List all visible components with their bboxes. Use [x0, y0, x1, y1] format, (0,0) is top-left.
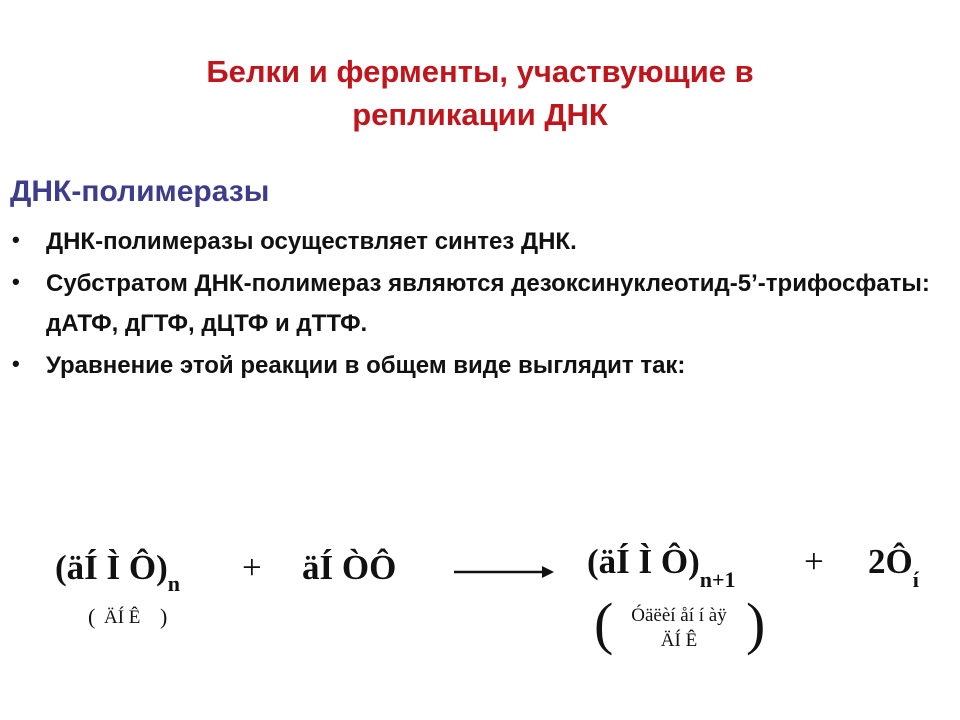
- equation-plus-1: +: [242, 548, 262, 587]
- bullet-dot-icon: •: [12, 351, 20, 376]
- left-note: ÄÍ Ê: [104, 607, 141, 628]
- right-note-open-paren: (: [594, 591, 614, 656]
- equation-left-subscript: n: [167, 571, 181, 596]
- right-note-close-paren: ): [746, 591, 766, 656]
- title-line-1: Белки и ферменты, участвующие в: [206, 54, 754, 89]
- left-note-open-paren: (: [88, 604, 96, 629]
- equation-substrate: äÍ ÒÔ: [302, 548, 397, 587]
- title-line-2: репликации ДНК: [352, 97, 608, 132]
- right-note-line-1: Óäëèí åí í àÿ: [631, 605, 727, 626]
- equation-left-term-text: (äÍ Ì Ô): [55, 548, 168, 587]
- bullet-item: [10, 346, 940, 386]
- bullet-item: [10, 264, 940, 344]
- equation-product-subscript: í: [912, 567, 919, 592]
- bullet-dot-icon: •: [12, 227, 20, 252]
- bullet-item: [10, 222, 940, 262]
- equation-plus-2: +: [804, 542, 824, 581]
- equation-right-term: [587, 542, 736, 592]
- bullet-text: ДНК-полимеразы осуществляет синтез ДНК.: [46, 228, 577, 255]
- section-heading: ДНК-полимеразы: [10, 175, 270, 208]
- reaction-arrow-icon: [452, 560, 556, 584]
- equation-product: [868, 542, 919, 592]
- equation-right-term-text: (äÍ Ì Ô): [587, 542, 700, 581]
- equation-product-text: 2Ô: [868, 542, 913, 581]
- slide-title: [80, 50, 880, 136]
- bullet-text: Уравнение этой реакции в общем виде выглядит так:: [46, 352, 686, 379]
- left-note-close-paren: ): [160, 604, 168, 629]
- bullet-text: Субстратом ДНК-полимераз являются дезоксинуклеотид-5’-трифосфаты: дАТФ, дГТФ, дЦТФ и дТТФ.: [46, 270, 930, 337]
- bullet-dot-icon: •: [12, 269, 20, 294]
- bullet-list: [10, 222, 940, 388]
- equation-left-term: [55, 548, 181, 596]
- equation-right-subscript: n+1: [699, 567, 736, 592]
- right-note-line-2: ÄÍ Ê: [660, 630, 698, 651]
